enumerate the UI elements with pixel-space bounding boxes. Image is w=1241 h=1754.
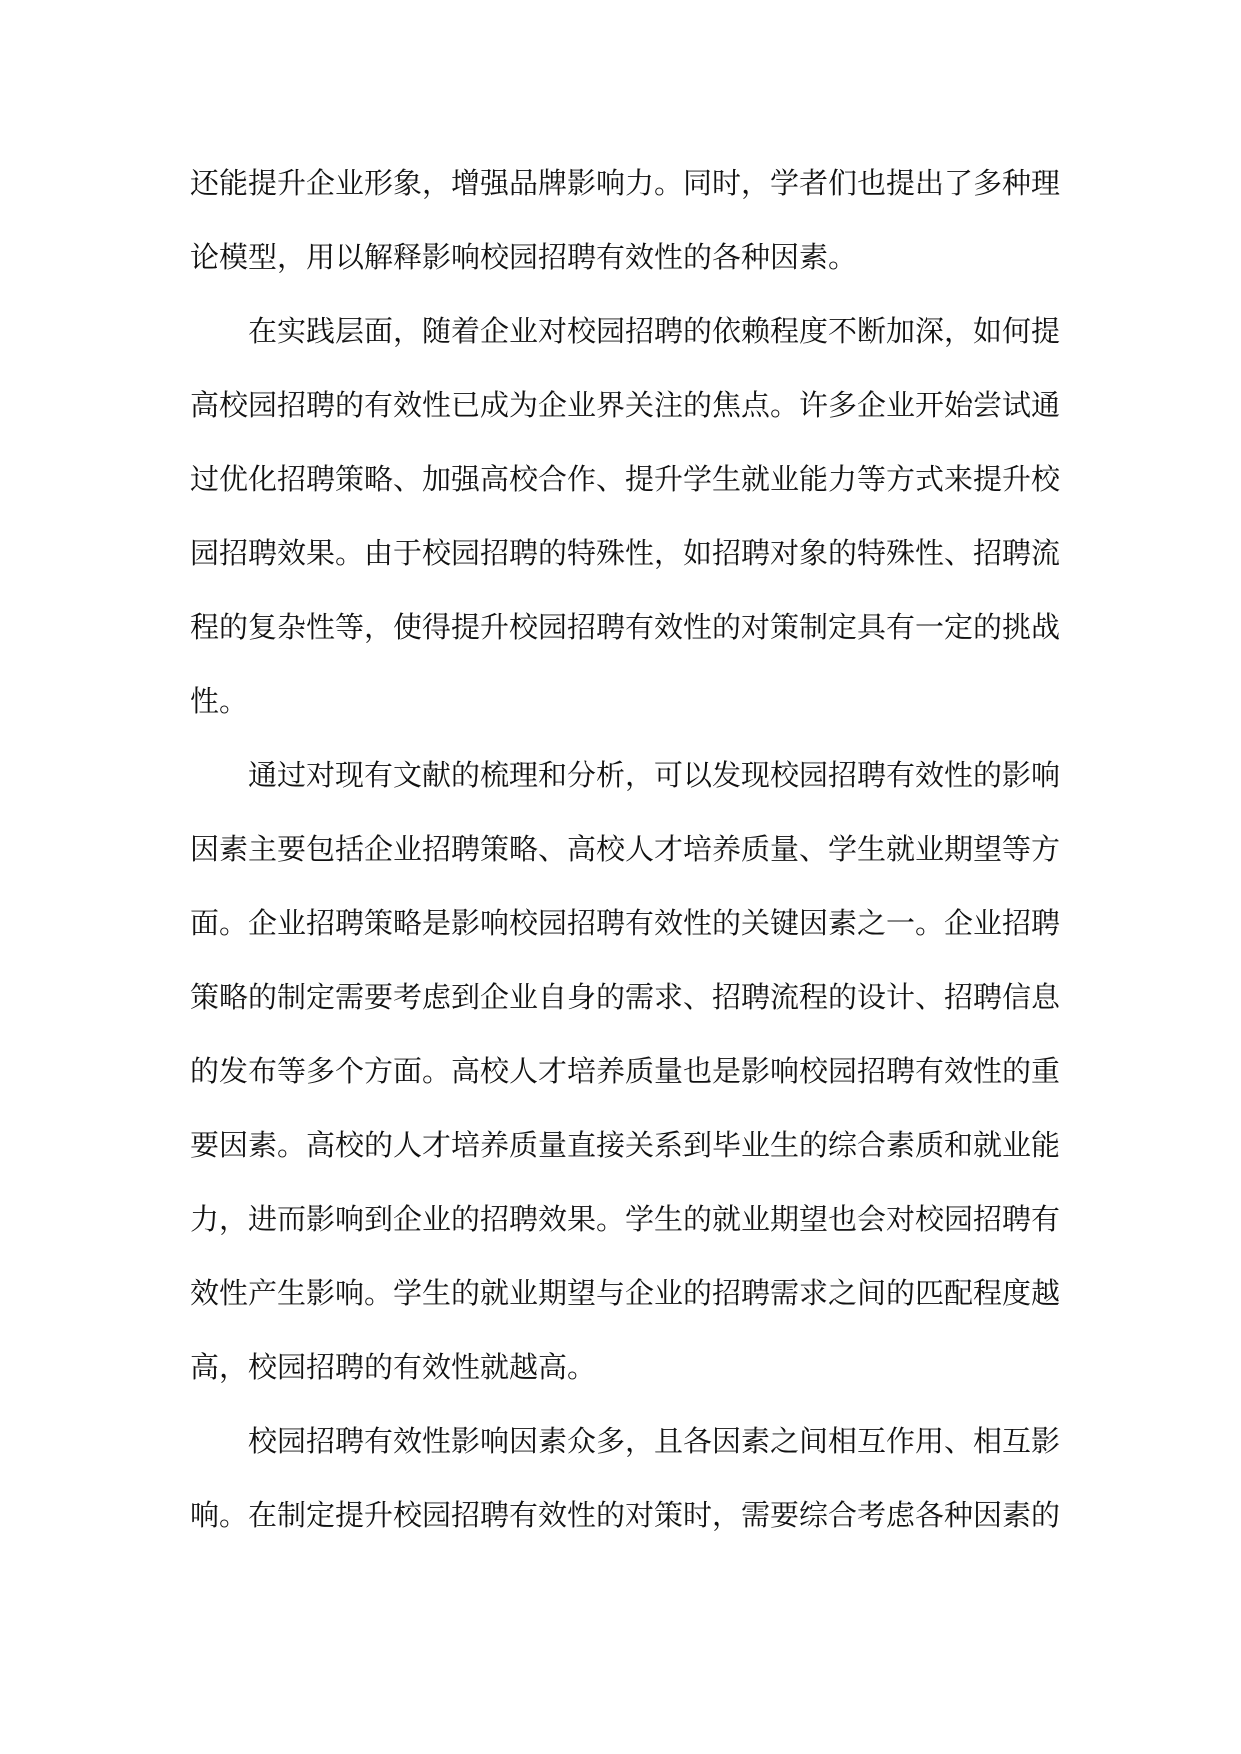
paragraph-3: 通过对现有文献的梳理和分析，可以发现校园招聘有效性的影响因素主要包括企业招聘策略、高校人才培养质量、学生就业期望等方面。企业招聘策略是影响校园招聘有效性的关键因素之一。企业招聘策略的制定需要考虑到企业自身的需求、招聘流程的设计、招聘信息的发布等多个方面。高校人才培养质量也是影响校园招聘有效性的重要因素。高校的人才培养质量直接关系到毕业生的综合素质和就业能力，进而影响到企业的招聘效果。学生的就业期望也会对校园招聘有效性产生影响。学生的就业期望与企业的招聘需求之间的匹配程度越高，校园招聘的有效性就越高。 [190,758,1061,1384]
paragraph-2: 在实践层面，随着企业对校园招聘的依赖程度不断加深，如何提高校园招聘的有效性已成为企业界关注的焦点。许多企业开始尝试通过优化招聘策略、加强高校合作、提升学生就业能力等方式来提升校园招聘效果。由于校园招聘的特殊性，如招聘对象的特殊性、招聘流程的复杂性等，使得提升校园招聘有效性的对策制定具有一定的挑战性。 [190,314,1061,718]
paragraph-4: 校园招聘有效性影响因素众多，且各因素之间相互作用、相互影响。在制定提升校园招聘有效性的对策时，需要综合考虑各种因素的 [190,1424,1061,1532]
paragraph-1: 还能提升企业形象，增强品牌影响力。同时，学者们也提出了多种理论模型，用以解释影响校园招聘有效性的各种因素。 [190,166,1061,274]
body-text [190,146,1060,1552]
